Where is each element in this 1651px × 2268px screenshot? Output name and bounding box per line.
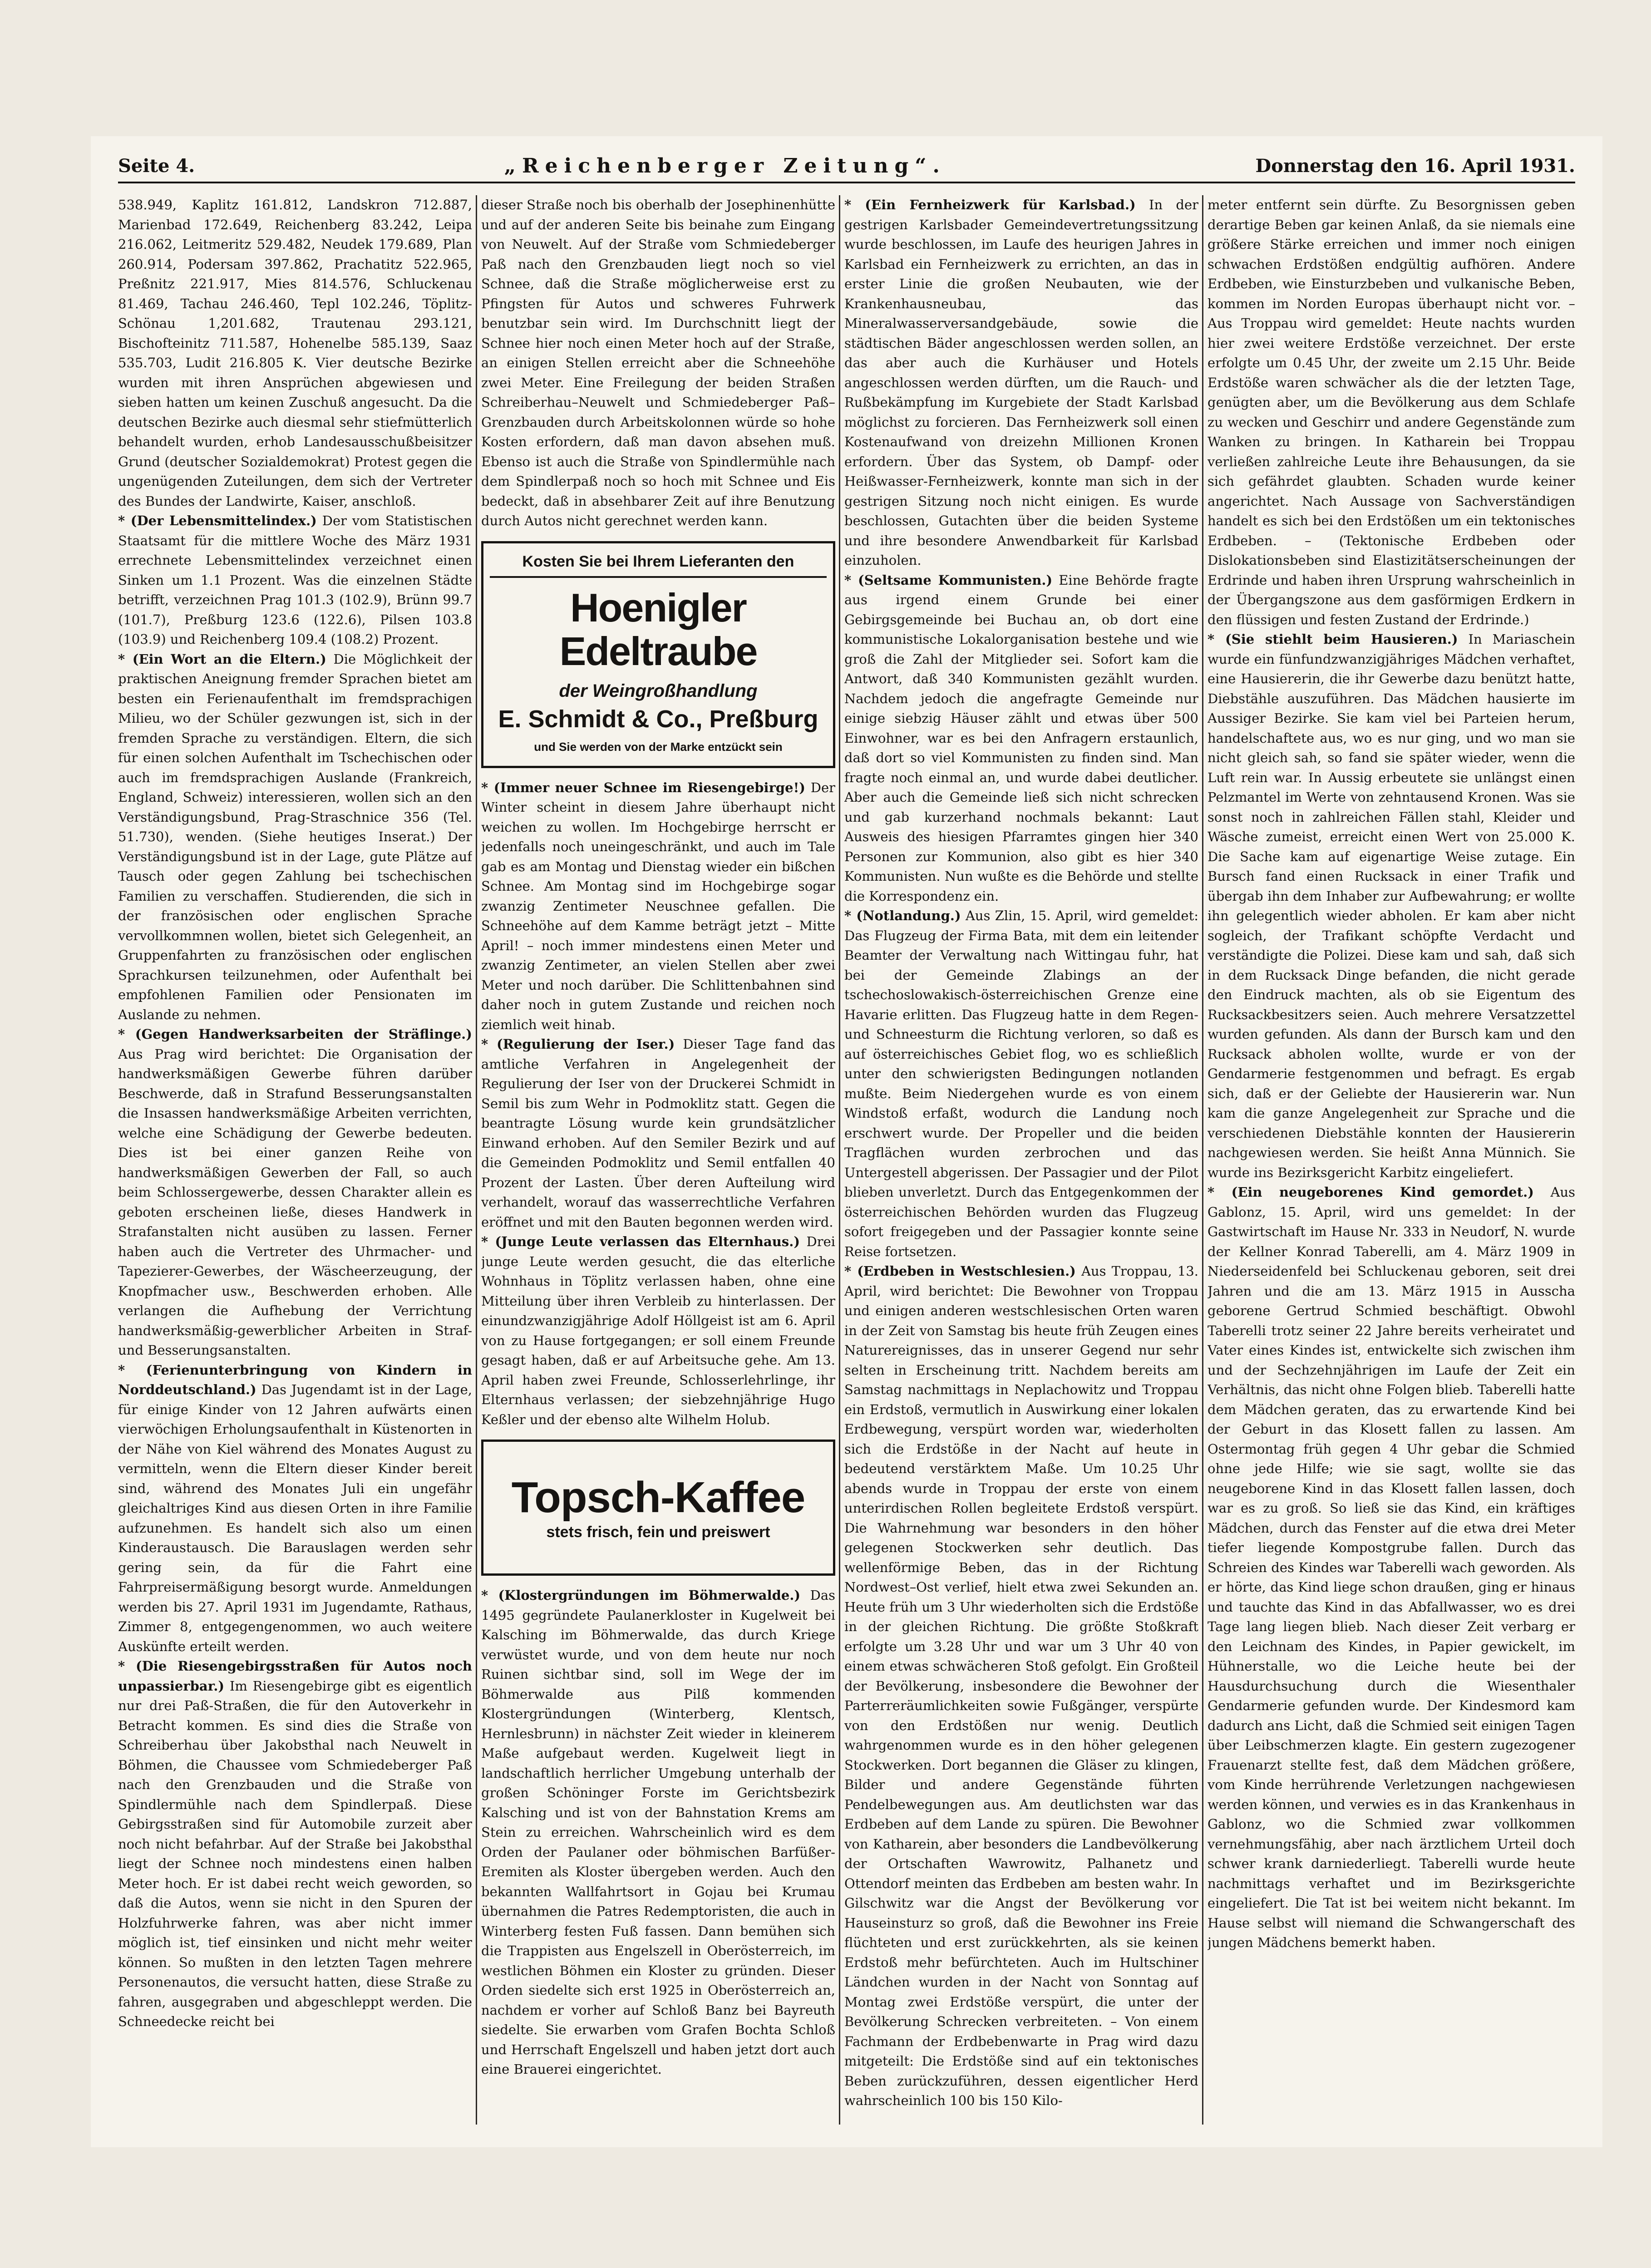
article-paragraph — [118, 1025, 472, 1361]
article-heading: * (Junge Leute verlassen das Elternhaus.) — [481, 1234, 800, 1249]
article-text: Der Winter scheint in diesem Jahre überhaupt nicht weichen zu wollen. Im Hochgebirge herrscht er jedenfalls noch uneingeschränkt, und auch im Tale gab es am Montag und Dienstag wieder ein bißchen Schnee. Am Montag sind im Hochgebirge sogar zwanzig Zentimeter Neuschnee gefallen. Die Schneehöhe auf dem Kamme beträgt jetzt – Mitte April! – noch immer mindestens einen Meter und zwanzig Zentimeter, an vielen Stellen aber zwei Meter und noch darüber. Die Schlittenbahnen sind daher noch in gutem Zustande und reichen noch ziemlich weit hinab. — [481, 779, 835, 1032]
article-text: Aus Zlin, 15. April, wird gemeldet: Das Flugzeug der Firma Bata, mit dem ein leitender Beamter der Verwaltung nach Wittingau fuhr, hat bei der Gemeinde Zlabings an der tschechoslowakisch-österreichischen Grenze eine Havarie erlitten. Das Flugzeug hatte in dem Regen- und Schneesturm die Richtung verloren, so daß es auf österreichisches Gebiet flog, wo es schließlich unter den schwierigsten Bedingungen notlanden mußte. Beim Niedergehen wurde es von einem Windstoß erfaßt, wodurch die Landung noch erschwert wurde. Der Propeller und die beiden Tragflächen wurden zerbrochen und das Untergestell abgerissen. Der Passagier und der Pilot blieben unverletzt. Durch das Entgegenkommen der österreichischen Behörden wurden das Flugzeug sofort freigegeben und der Passagier konnte seine Reise fortsetzen. — [844, 908, 1198, 1259]
article-heading: * (Gegen Handwerksarbeiten der Sträflinge.) — [118, 1026, 472, 1042]
ad-brand: Hoenigler Edeltraube — [559, 585, 757, 674]
article-paragraph — [118, 511, 472, 650]
ad-subline: der Weingroßhandlung — [559, 681, 758, 701]
column-4 — [1207, 195, 1575, 2125]
column-rule — [476, 195, 477, 2125]
article-paragraph — [118, 195, 472, 511]
article-paragraph — [481, 1586, 835, 2080]
article-text: Dieser Tage fand das amtliche Verfahren in Angelegenheit der Regulierung der Iser von der Druckerei Schmidt in Semil bis zum Wehr in Podmoklitz statt. Gegen die beantragte Lösung wurde kein grundsätzlicher Einwand erhoben. Auf den Semiler Bezirk und auf die Gemeinden Podmoklitz und Semil entfallen 40 Prozent der Lasten. Über deren Aufteilung wird verhandelt, worauf das wasserrechtliche Verfahren eröffnet und mit den Bauten begonnen werden wird. — [481, 1036, 835, 1230]
article-text: In der gestrigen Karlsbader Gemeindevertretungssitzung wurde beschlossen, im Laufe des heurigen Jahres in Karlsbad ein Fernheizwerk zu errichten, an das in erster Linie die großen Neubauten, wie der Krankenhausneubau, das Mineralwasserversandgebäude, sowie die städtischen Bäder angeschlossen werden sollen, an das aber auch die Kurhäuser und Hotels angeschlossen werden dürften, um die Rauch- und Rußbekämpfung im Kurgebiete der Stadt Karlsbad möglichst zu forcieren. Das Fernheizwerk soll einen Kostenaufwand von dreizehn Millionen Kronen erfordern. Über das System, ob Dampf- oder Heißwasser-Fernheizwerk, konnte man sich in der gestrigen Sitzung noch nicht einigen. Es wurde beschlossen, Gutachten über die beiden Systeme und ihre besondere Anwendbarkeit für Karlsbad einzuholen. — [844, 197, 1198, 568]
article-heading: * (Immer neuer Schnee im Riesengebirge!) — [481, 779, 806, 795]
article-text: meter entfernt sein dürfte. Zu Besorgnissen geben derartige Beben gar keinen Anlaß, da sie niemals eine größere Stärke erreichen und immer noch einigen schwachen Erdstößen endgültig aufhören. Andere Erdbeben, wie Einsturzbeben und vulkanische Beben, kommen im Norden Europas überhaupt nicht vor. – Aus Troppau wird gemeldet: Heute nachts wurden hier zwei weitere Erdstöße verzeichnet. Der erste erfolgte um 0.45 Uhr, der zweite um 2.15 Uhr. Beide Erdstöße waren schwächer als die der letzten Tage, genügten aber, um die Bevölkerung aus dem Schlafe zu wecken und Geschirr und andere Gegenstände zum Wanken zu bringen. In Katharein bei Troppau verließen zahlreiche Leute ihre Behausungen, da sie sich gefährdet glaubten. Schaden wurde keiner angerichtet. Nach Aussage von Sachverständigen handelt es sich bei den Erdstößen um ein tektonisches Erdbeben. – (Tektonische Erdbeben oder Dislokationsbeben sind Elastizitätserscheinungen der Erdrinde und haben ihren Ursprung wahrscheinlich in der Übergangszone aus dem gasförmigen Erdkern in den flüssigen und festen Zustand der Erdrinde.) — [1207, 197, 1575, 627]
article-paragraph — [844, 906, 1198, 1262]
article-paragraph — [844, 571, 1198, 907]
article-text: Eine Behörde fragte aus irgend einem Grunde bei einer Gebirgsgemeinde bei Buchau an, ob dort eine kommunistische Lokalorganisation bestehe und wie groß die Zahl der Mitglieder sei. Sofort kam die Antwort, daß 340 Kommunisten gezählt wurden. Nachdem jedoch die angefragte Gemeinde nur einige siebzig Häuser zählt und etwas über 500 Einwohner, war es bei den Anfragern erstaunlich, daß dort so viel Kommunisten zu finden sind. Man fragte noch einmal an, und wurde dabei deutlicher. Aber auch die Gemeinde ließ sich nicht schrecken und gab kurzerhand nochmals bekannt: Laut Ausweis des hiesigen Pfarramtes gingen hier 340 Personen zur Kommunion, also gibt es hier 340 Kommunisten. Nun wußte es die Behörde und stellte die Korrespondenz ein. — [844, 572, 1198, 904]
article-paragraph — [1207, 630, 1575, 1183]
ad-firm: E. Schmidt & Co., Preßburg — [498, 705, 818, 733]
article-heading: * (Ferienunterbringung von Kindern in Norddeutschland.) — [118, 1362, 472, 1397]
article-paragraph — [1207, 195, 1575, 630]
articles — [481, 1586, 835, 2080]
article-paragraph — [1207, 1183, 1575, 1953]
article-text: Aus Troppau, 13. April, wird berichtet: Die Bewohner von Troppau und einigen anderen westschlesischen Orten waren in der Zeit von Samstag bis heute früh Zeugen eines Naturereignisses, das in unserer Gegend nur sehr selten in Erscheinung tritt. Nachdem bereits am Samstag nachmittags in Neplachowitz und Troppau ein Erdstoß, vermutlich in Auswirkung einer lokalen Erdbewegung, verspürt worden war, wiederholten sich die Erdstöße in der Nacht auf heute in bedeutend verstärktem Maße. Um 10.25 Uhr abends wurde in Troppau der erste von einem unterirdischen Rollen begleitete Erdstoß verspürt. Die Wahrnehmung war besonders in den höher gelegenen Stockwerken sehr deutlich. Das wellenförmige Beben, das in der Richtung Nordwest–Ost verlief, hielt etwa zwei Sekunden an. Heute früh um 3 Uhr wiederholten sich die Erdstöße in der gleichen Richtung. Die größte Stoßkraft erfolgte um 3.28 Uhr und war um 3 Uhr 40 von einem etwas schwächeren Stoß gefolgt. Ein Großteil der Bevölkerung, insbesondere die Bewohner der Parterreräumlichkeiten sowie Fußgänger, verspürte von den Erdstößen nur wenig. Deutlich wahrgenommen wurde es in den höher gelegenen Stockwerken. Dort begannen die Gläser zu klingen, Bilder und andere Gegenstände führten Pendelbewegungen aus. Am deutlichsten war das Erdbeben auf dem Lande zu spüren. Die Bewohner von Katharein, aber besonders die Landbevölkerung der Ortschaften Wawrowitz, Palhanetz und Ottendorf meinten das Erdbeben am besten wahr. In Gilschwitz war die Angst der Bevölkerung vor Hauseinsturz so groß, daß die Bewohner ins Freie flüchteten und erst zurückkehrten, als sie keinen Erdstoß mehr befürchteten. Auch im Hultschiner Ländchen wurden in der Nacht von Sonntag auf Montag zwei Erdstöße verspürt, die unter der Bevölkerung Schrecken verbreiteten. – Von einem Fachmann der Erdbebenwarte in Prag wird dazu mitgeteilt: Die Erdstöße sind auf ein tektonisches Beben zurückzuführen, dessen eigentlicher Herd wahrscheinlich 100 bis 150 Kilo- — [844, 1263, 1198, 2108]
article-heading: * (Regulierung der Iser.) — [481, 1036, 675, 1052]
article-paragraph — [481, 1035, 835, 1232]
article-heading: * (Ein neugeborenes Kind gemordet.) — [1207, 1184, 1534, 1200]
article-paragraph — [118, 650, 472, 1025]
column-rule — [1202, 195, 1203, 2125]
column-1 — [118, 195, 472, 2125]
article-paragraph — [481, 1232, 835, 1430]
article-text: Aus Prag wird berichtet: Die Organisation der handwerksmäßigen Gewerbe führen darüber Beschwerde, daß in Strafund Besserungsanstalten die Insassen handwerksmäßige Arbeiten verrichten, welche eine Schädigung der Gewerbe bedeuten. Dies ist bei einer ganzen Reihe von handwerksmäßigen Gewerben der Fall, so auch beim Schlossergewerbe, dessen Charakter allein es geboten erscheinen ließe, dieses Handwerk in Strafanstalten nicht ausüben zu lassen. Ferner haben auch die Vertreter des Uhrmacher- und Tapezierer-Gewerbes, der Wäscheerzeugung, der Knopfmacher usw., Beschwerden erhoben. Alle verlangen die Aufhebung der Verrichtung handwerksmäßig-gewerblicher Arbeiten in Straf- und Besserungsanstalten. — [118, 1046, 472, 1358]
articles — [481, 195, 835, 531]
article-heading: * (Die Riesengebirgsstraßen für Autos noch unpassierbar.) — [118, 1658, 472, 1694]
article-text: Aus Gablonz, 15. April, wird uns gemeldet: In der Gastwirtschaft im Hause Nr. 333 in Neudorf, N. wurde der Kellner Konrad Taberelli, am 4. März 1909 in Niederseidenfeld bei Schluckenau geboren, seit drei Jahren und die am 13. März 1915 in Ausscha geborene Gertrud Schmied beschäftigt. Obwohl Taberelli trotz seiner 22 Jahre bereits verheiratet und Vater eines Kindes ist, entwickelte sich zwischen ihm und der Sechzehnjährigen im Laufe der Zeit ein Verhältnis, das nicht ohne Folgen blieb. Taberelli hatte dem Mädchen geraten, das zu erwartende Kind bei der Geburt in das Klosett fallen zu lassen. Am Ostermontag früh gegen 4 Uhr gebar die Schmied ohne jede Hilfe; wie sie sagt, wollte sie das neugeborene Kind in das Klosett fallen lassen, doch war es zu groß. So ließ sie das Kind, ein kräftiges Mädchen, durch das Fenster auf die etwa drei Meter tiefer liegende Kompostgrube fallen. Durch das Schreien des Kindes war Taberelli wach geworden. Als er hörte, das Kind liege schon draußen, ging er hinaus und tauchte das Kind in das Abfallwasser, wo es drei Tage lang liegen blieb. Nach dieser Zeit verbarg er den Leichnam des Kindes, in Papier gewickelt, im Hühnerstalle, wo die Leiche heute bei der Hausdurchsuchung durch die Wiesenthaler Gendarmerie gefunden wurde. Der Kindesmord kam dadurch ans Licht, daß die Schmied seit einigen Tagen über Leibschmerzen klagte. Ein gestern zugezogener Frauenarzt stellte fest, daß dem Mädchen größere, vom Kinde herrührende Verletzungen nachgewiesen werden können, und verwies es in das Krankenhaus in Gablonz, wo die Schmied zwar vollkommen vernehmungsfähig, aber nach ärztlichem Urteil doch schwer krank darniederliegt. Taberelli wurde heute nachmittags verhaftet und im Bezirksgerichte eingeliefert. Die Tat ist bei weitem nicht bekannt. Im Hause selbst will niemand die Schwangerschaft des jungen Mädchens bemerkt haben. — [1207, 1184, 1575, 1950]
article-heading: * (Notlandung.) — [844, 908, 961, 923]
articles — [118, 195, 472, 2032]
article-paragraph — [844, 195, 1198, 571]
article-text: Das Jugendamt ist in der Lage, für einige Kinder von 12 Jahren aufwärts einen vierwöchigen Erholungsaufenthalt in Küstenorten in der Nähe von Kiel während des Monates August zu vermitteln, wenn die Eltern dieser Kinder bereit sind, während des Monates Juli ein ungefähr gleichaltriges Kind aus diesen Orten in ihre Familie aufzunehmen. Es handelt sich also um einen Kinderaustausch. Die Barauslagen werden sehr gering sein, da für die Fahrt eine Fahrpreisermäßigung besorgt wurde. Anmeldungen werden bis 27. April 1931 im Jugendamte, Rathaus, Zimmer 8, entgegengenommen, wo auch weitere Auskünfte erteilt werden. — [118, 1382, 472, 1654]
article-text: Der vom Statistischen Staatsamt für die mittlere Woche des März 1931 errechnete Lebensmittelindex verzeichnet einen Sinken um 1.1 Prozent. Was die einzelnen Städte betrifft, verzeichnen Prag 101.3 (102.9), Brünn 99.7 (101.7), Preßburg 123.6 (122.6), Pilsen 103.8 (103.9) und Reichenberg 109.4 (108.2) Prozent. — [118, 513, 472, 647]
article-heading: * (Ein Fernheizwerk für Karlsbad.) — [844, 197, 1136, 212]
article-text: 538.949, Kaplitz 161.812, Landskron 712.887, Marienbad 172.649, Reichenberg 83.242, Leipa 216.062, Leitmeritz 529.482, Neudek 179.689, Plan 260.914, Podersam 397.862, Prachatitz 522.965, Preßnitz 221.917, Mies 814.576, Schluckenau 81.469, Tachau 246.460, Tepl 102.246, Töplitz-Schönau 1,201.682, Trautenau 293.121, Bischofteinitz 711.587, Hohenelbe 585.139, Saaz 535.703, Ludit 216.805 K. Vier deutsche Bezirke wurden mit ihren Ansprüchen abgewiesen und sieben hatten um keinen Zuschuß angesucht. Da die deutschen Bezirke auch diesmal sehr stiefmütterlich behandelt wurden, erhob Landesausschußbeisitzer Grund (deutscher Sozialdemokrat) Protest gegen die ungenügenden Zuteilungen, dem sich der Vertreter des Bundes der Landwirte, Kaiser, anschloß. — [118, 197, 472, 509]
article-text: Drei junge Leute werden gesucht, die das elterliche Wohnhaus in Töplitz verlassen haben, ohne eine Mitteilung über ihren Verbleib zu hinterlassen. Der einundzwanzigjährige Adolf Höllgeist ist am 6. April von zu Hause fortgegangen; er soll einem Freunde gesagt haben, daß er auf Arbeitsuche gehe. Am 13. April haben zwei Freunde, Schlosserlehrlinge, ihr Elternhaus verlassen; der siebzehnjährige Hugo Keßler und der ebenso alte Wilhelm Holub. — [481, 1234, 835, 1427]
column-3 — [844, 195, 1198, 2125]
issue-date: Donnerstag den 16. April 1931. — [1255, 155, 1575, 177]
article-text: Im Riesengebirge gibt es eigentlich nur drei Paß-Straßen, die für den Autoverkehr in Betracht kommen. Es sind dies die Straße von Schreiberhau über Jakobsthal nach Neuwelt in Böhmen, die Chaussee vom Schmiedeberger Paß nach den Grenzbauden und die Straße von Spindlermühle nach dem Spindlerpaß. Diese Gebirgsstraßen sind für Automobile zurzeit aber noch nicht befahrbar. Auf der Straße bei Jakobsthal liegt der Schnee noch mindestens einen halben Meter hoch. Er ist dabei recht weich geworden, so daß die Autos, wenn sie nicht in den Spuren der Holzfuhrwerke fahren, was aber nicht immer möglich ist, tief einsinken und nicht mehr weiter können. So mußten in den letzten Tagen mehrere Personenautos, die versucht hatten, diese Straße zu fahren, ausgegraben und abgeschleppt werden. Die Schneedecke reicht bei — [118, 1678, 472, 2029]
article-paragraph — [844, 1262, 1198, 2111]
page-header — [118, 150, 1575, 183]
article-paragraph — [481, 195, 835, 531]
articles — [481, 778, 835, 1430]
page-number: Seite 4. — [118, 155, 195, 177]
ad-brand: Topsch-Kaffee — [511, 1473, 805, 1522]
masthead: „Reichenberger Zeitung“. — [504, 154, 946, 177]
article-text: Das 1495 gegründete Paulanerkloster in Kugelweit bei Kalsching im Böhmerwalde, das durch Kriege verwüstet wurde, und von dem heute nur noch Ruinen sichtbar sind, soll im Wege der im Böhmerwalde aus Pilß kommenden Klostergründungen (Winterberg, Klentsch, Hernlesbrunn) in nächster Zeit wieder in kleinerem Maße aufgebaut werden. Kugelweit liegt in landschaftlich herrlicher Umgebung unterhalb der großen Schöninger Forste im Gerichtsbezirk Kalsching und ist von der Bahnstation Krems am Stein zu erreichen. Wahrscheinlich wird es dem Orden der Paulaner oder böhmischen Barfüßer-Eremiten als Kloster übergeben werden. Auch den bekannten Wallfahrtsort in Gojau bei Krumau übernahmen die Patres Redemptoristen, die auch in Winterberg festen Fuß fassen. Dann bemühen sich die Trappisten aus Engelszell in Oberösterreich, im westlichen Böhmen ein Kloster zu gründen. Dieser Orden siedelte sich erst 1925 in Oberösterreich an, nachdem er vorher auf Schloß Banz bei Bayreuth siedelte. Sie erwarben vom Grafen Bochta Schloß und Herrschaft Engelszell und haben jetzt dort auch eine Brauerei eingerichtet. — [481, 1588, 835, 2077]
article-text: In Mariaschein wurde ein fünfundzwanzigjähriges Mädchen verhaftet, eine Hausiererin, die ihr Gewerbe dazu benützt hatte, Diebstähle auszuführen. Das Mädchen hausierte im Aussiger Bezirke. Sie kam viel bei Parteien herum, handelschaftete aus, wo es nur ging, und wo man sie nicht gleich sah, so fand sie später wieder, wenn die Luft rein war. In Aussig erbeutete sie unlängst einen Pelzmantel im Werte von zehntausend Kronen. Was sie sonst noch in zahlreichen Fällen stahl, Kleider und Wäsche zumeist, erreicht einen Wert von 25.000 K. Die Sache kam auf eigenartige Weise zutage. Ein Bursch fand einen Rucksack in einer Trafik und übergab ihn dem Inhaber zur Aufbewahrung; er wollte ihn gelegentlich wieder abholen. Er kam aber nicht sogleich, der Trafikant schöpfte Verdacht und verständigte die Polizei. Diese kam und sah, daß sich in dem Rucksack Dinge befanden, die nicht gerade den Eindruck machten, als ob sie Eigentum des Rucksackbesitzers seien. Auch mehrere Versatzzettel wurden gefunden. Als dann der Bursch kam und den Rucksack abholen wollte, wurde er von der Gendarmerie festgenommen und befragt. Es ergab sich, daß er der Geliebte der Hausiererin war. Nun kam die ganze Angelegenheit zur Sprache und die verschiedenen Diebstähle konnten der Hausiererin nachgewiesen werden. Sie heißt Anna Münnich. Sie wurde ins Bezirksgericht Karbitz eingeliefert. — [1207, 631, 1575, 1180]
article-heading: * (Ein Wort an die Eltern.) — [118, 651, 326, 667]
article-paragraph — [481, 778, 835, 1035]
article-heading: * (Erdbeben in Westschlesien.) — [844, 1263, 1076, 1279]
column-rule — [839, 195, 840, 2125]
ad-tagline: Kosten Sie bei Ihrem Lieferanten den — [490, 552, 827, 578]
articles — [844, 195, 1198, 2111]
article-heading: * (Der Lebensmittelindex.) — [118, 513, 317, 528]
advertisement-topsch — [481, 1440, 835, 1576]
ad-subline: stets frisch, fein und preiswert — [546, 1524, 770, 1541]
advertisement-hoenigler — [481, 541, 835, 768]
ad-footer: und Sie werden von der Marke entzückt sein — [534, 740, 783, 754]
article-paragraph — [118, 1361, 472, 1657]
article-text: Die Möglichkeit der praktischen Aneignung fremder Sprachen bietet am besten ein Ferienaufenthalt im fremdsprachigen Milieu, wo der Schüler gezwungen ist, sich in der fremden Sprache zu verständigen. Eltern, die sich für einen solchen Aufenthalt im Tschechischen oder auch im fremdsprachigen Auslande (Frankreich, England, Schweiz) interessieren, wollen sich an den Verständigungsbund, Prag-Straschnice 356 (Tel. 51.730), wenden. (Siehe heutiges Inserat.) Der Verständigungsbund ist in der Lage, gute Plätze auf Tausch oder gegen Zahlung bei tschechischen Familien zu verschaffen. Studierenden, die sich in der französischen oder englischen Sprache vervollkommnen wollen, bietet sich Gelegenheit, an Gruppenfahrten zu französischen oder englischen Sprachkursen teilzunehmen, oder Aufenthalt bei empfohlenen Familien oder Pensionaten im Auslande zu nehmen. — [118, 651, 472, 1022]
column-2 — [481, 195, 835, 2125]
article-heading: * (Klostergründungen im Böhmerwalde.) — [481, 1588, 801, 1603]
article-paragraph — [118, 1657, 472, 2032]
article-heading: * (Sie stiehlt beim Hausieren.) — [1207, 631, 1458, 647]
article-text: dieser Straße noch bis oberhalb der Josephinenhütte und auf der anderen Seite bis beinahe zum Eingang von Neuwelt. Auf der Straße vom Schmiedeberger Paß nach den Grenzbauden liegt noch so viel Schnee, daß die Straße möglicherweise erst zu Pfingsten für Autos und schweres Fuhrwerk benutzbar sein wird. Im Durchschnitt liegt der Schnee hier noch einen Meter hoch auf der Straße, an einigen Stellen erreicht aber die Schneehöhe zwei Meter. Eine Freilegung der beiden Straßen Schreiberhau–Neuwelt und Schmiedeberger Paß–Grenzbauden durch Arbeitskolonnen würde so hohe Kosten erfordern, daß man davon absehen muß. Ebenso ist auch die Straße von Spindlermühle nach dem Spindlerpaß noch so hoch mit Schnee und Eis bedeckt, daß in absehbarer Zeit auf ihre Benutzung durch Autos nicht gerechnet werden kann. — [481, 197, 835, 528]
article-heading: * (Seltsame Kommunisten.) — [844, 572, 1053, 588]
newspaper-page — [91, 136, 1602, 2147]
articles — [1207, 195, 1575, 1953]
